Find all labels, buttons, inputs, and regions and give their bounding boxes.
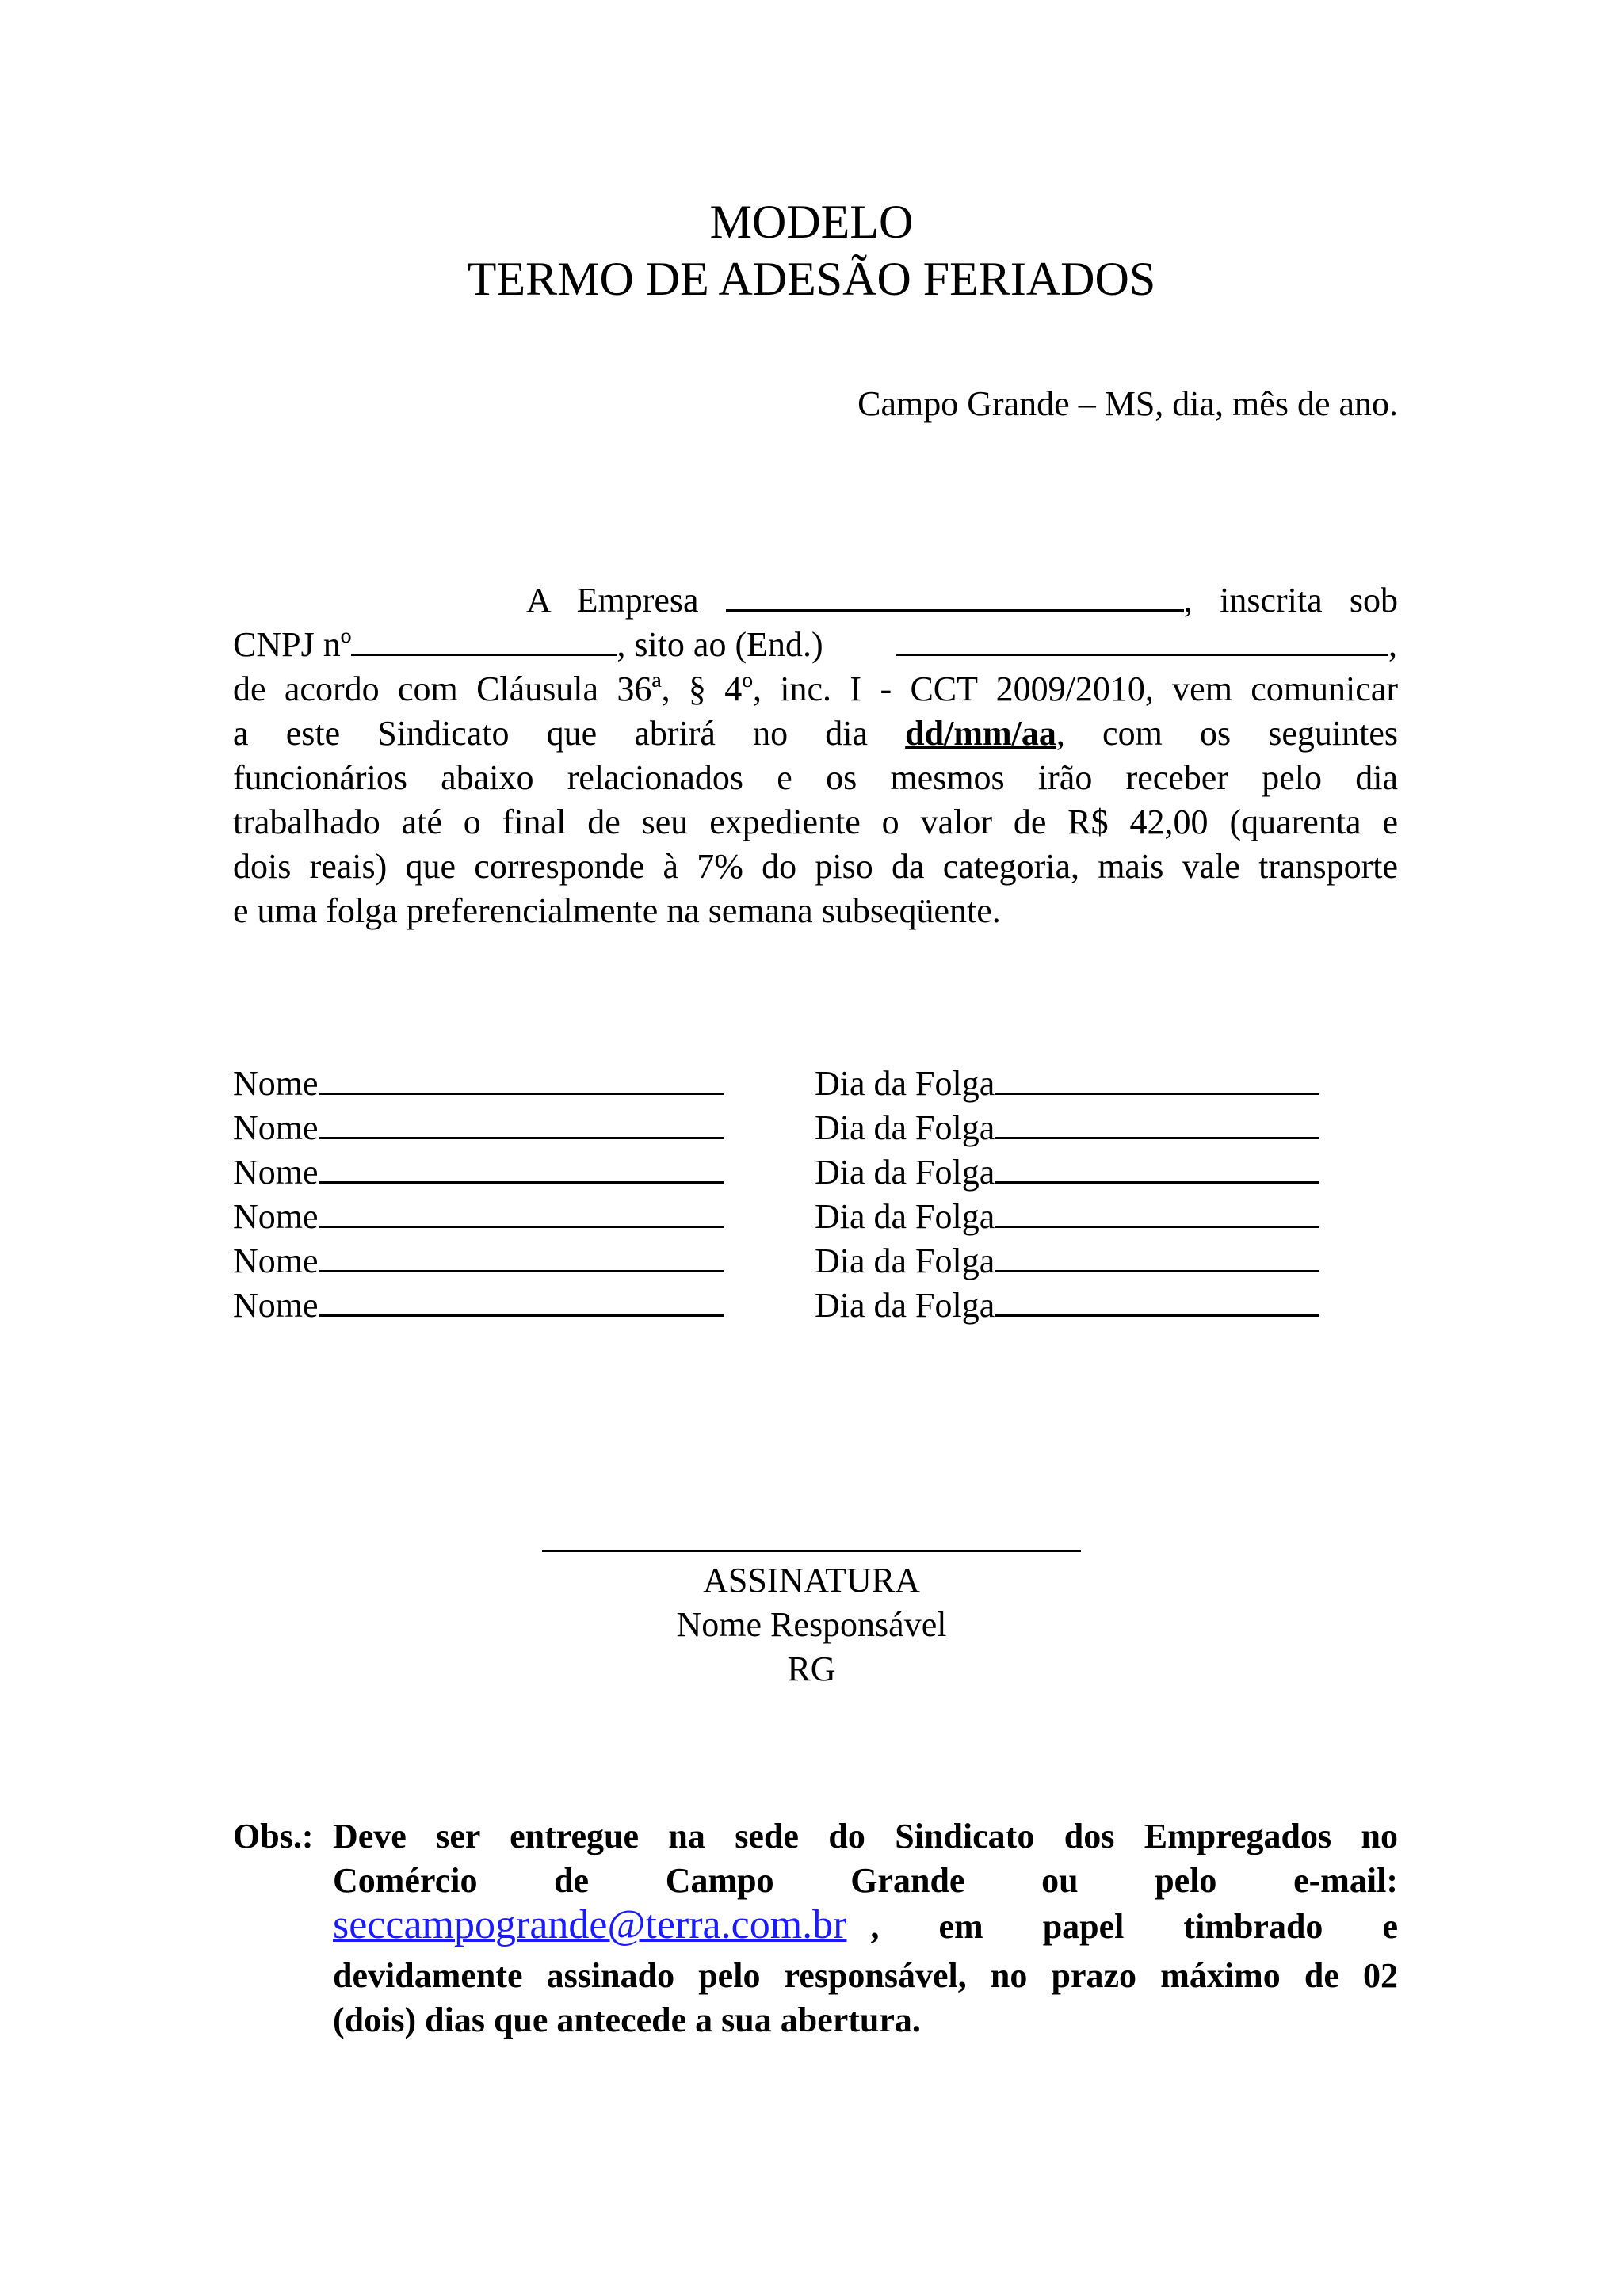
paragraph-line-4 [233,711,1398,756]
employee-row [233,1283,1342,1328]
obs-word: pelo [1155,1861,1217,1900]
nome-blank[interactable] [319,1196,724,1228]
obs-line-3 [333,1903,1398,1954]
title-line-1: MODELO [709,196,914,248]
obs-line-5: (dois) dias que antecede a sua abertura. [333,2000,921,2039]
folga-label: Dia da Folga [815,1286,995,1325]
folga-label: Dia da Folga [815,1197,995,1236]
obs-papel-text: , em papel timbrado e [870,1907,1398,1946]
folga-field [815,1283,1319,1328]
endereco-field [896,623,1397,667]
paragraph-line-8: e uma folga preferencialmente na semana subseqüente. [233,891,1001,930]
nome-field [233,1062,724,1106]
nome-label: Nome [233,1064,319,1103]
paragraph-line-6: trabalhado até o final de seu expediente o valor de R$ 42,00 (quarenta e [233,803,1398,841]
signature-block [0,1550,1623,1691]
endereco-blank[interactable] [896,624,1388,656]
folga-label: Dia da Folga [815,1108,995,1147]
obs-label: Obs.: [233,1817,314,1855]
obs-line-2 [333,1859,1398,1903]
date-line: Campo Grande – MS, dia, mês de ano. [857,384,1398,423]
empresa-label: A Empresa [526,581,699,620]
nome-blank[interactable] [319,1284,724,1317]
employee-row [233,1106,1342,1150]
employee-row [233,1150,1342,1195]
obs-line-1: Deve ser entregue na sede do Sindicato dos Empregados no [333,1817,1398,1855]
nome-field [233,1239,724,1283]
responsible-name-label: Nome Responsável [676,1605,947,1644]
obs-word: de [554,1861,590,1900]
signature-label: ASSINATURA [703,1561,920,1600]
nome-label: Nome [233,1153,319,1192]
comma: , [1388,625,1397,664]
folga-field [815,1239,1319,1283]
nome-field [233,1150,724,1195]
nome-blank[interactable] [319,1151,724,1184]
nome-label: Nome [233,1197,319,1236]
obs-word: Grande [850,1861,965,1900]
folga-field [815,1106,1319,1150]
nome-field [233,1106,724,1150]
employee-list [233,1062,1342,1328]
folga-blank[interactable] [995,1196,1319,1228]
folga-field [815,1195,1319,1239]
folga-field [815,1062,1319,1106]
paragraph-line-1 [233,578,1398,623]
seguintes-text: , com os seguintes [1056,714,1398,753]
folga-label: Dia da Folga [815,1241,995,1280]
nome-field [233,1195,724,1239]
signature-line[interactable] [542,1550,1081,1552]
obs-word: ou [1041,1861,1079,1900]
document-title [0,193,1623,307]
main-paragraph [233,578,1398,933]
obs-text [333,1814,1398,2042]
paragraph-line-3: de acordo com Cláusula 36ª, § 4º, inc. I - CCT 2009/2010, vem comunicar [233,669,1398,708]
folga-label: Dia da Folga [815,1064,995,1103]
folga-blank[interactable] [995,1107,1319,1139]
folga-blank[interactable] [995,1062,1319,1095]
date-placeholder: dd/mm/aa [905,714,1056,753]
paragraph-line-7: dois reais) que corresponde à 7% do piso da categoria, mais vale transporte [233,847,1398,886]
cnpj-label: CNPJ nº [233,625,352,664]
folga-label: Dia da Folga [815,1153,995,1192]
obs-word: Campo [665,1861,774,1900]
title-line-2: TERMO DE ADESÃO FERIADOS [467,253,1156,305]
abrira-text: a este Sindicato que abrirá no dia [233,714,868,753]
nome-blank[interactable] [319,1107,724,1139]
email-link[interactable]: seccampogrande@terra.com.br [333,1903,847,1947]
inscrita-text: , inscrita sob [1183,581,1398,620]
nome-blank[interactable] [319,1062,724,1095]
paragraph-line-2 [233,623,1398,667]
cnpj-blank[interactable] [351,624,617,656]
nome-label: Nome [233,1241,319,1280]
paragraph-line-5: funcionários abaixo relacionados e os mesmos irão receber pelo dia [233,758,1398,797]
folga-field [815,1150,1319,1195]
folga-blank[interactable] [995,1284,1319,1317]
obs-word: e-mail: [1293,1861,1398,1900]
obs-word: Comércio [333,1861,478,1900]
folga-blank[interactable] [995,1240,1319,1272]
employee-row [233,1195,1342,1239]
nome-label: Nome [233,1286,319,1325]
nome-blank[interactable] [319,1240,724,1272]
nome-label: Nome [233,1108,319,1147]
employee-row [233,1239,1342,1283]
folga-blank[interactable] [995,1151,1319,1184]
obs-line-4: devidamente assinado pelo responsável, no prazo máximo de 02 [333,1956,1398,1995]
rg-label: RG [787,1650,836,1688]
empresa-blank[interactable] [726,579,1184,612]
endereco-label: , sito ao (End.) [617,625,823,664]
employee-row [233,1062,1342,1106]
nome-field [233,1283,724,1328]
